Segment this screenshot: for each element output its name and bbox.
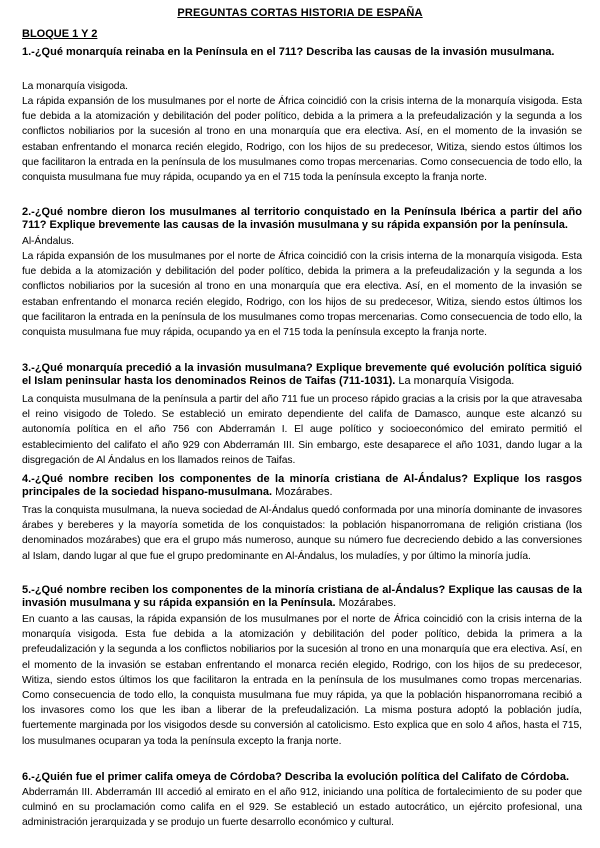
short-answer-6: Abderramán III. bbox=[22, 787, 93, 798]
short-answer-5: Mozárabes. bbox=[338, 597, 397, 609]
section-heading: BLOQUE 1 Y 2 bbox=[22, 28, 98, 40]
question-3 bbox=[22, 362, 582, 388]
question-2: 2.-¿Qué nombre dieron los musulmanes al territorio conquistado en la Península Ibérica a partir del año 711? Explique brevemente las causas de la invasión musulmana y su rápida expansión por la península. bbox=[22, 206, 582, 231]
question-3-text: 3.-¿Qué monarquía precedió a la invasión musulmana? Explique brevemente qué evolución política siguió el Islam peninsular hasta los denominados Reinos de Taifas (711-1031). bbox=[22, 362, 582, 387]
question-6: 6.-¿Quién fue el primer califa omeya de Córdoba? Describa la evolución política del Califato de Córdoba. bbox=[22, 771, 570, 783]
question-4-text: 4.-¿Qué nombre reciben los componentes de la minoría cristiana de Al-Ándalus? Explique los rasgos principales de la sociedad hispano-musulmana. bbox=[22, 473, 582, 498]
answer-5: En cuanto a las causas, la rápida expansión de los musulmanes por el norte de África coincidió con la crisis interna de la monarquía visigoda. Esta fue debida a la atomización y debilitación del poder político, debida la primera a la prefeudalización y la segunda a los conflictos nobiliarios por la sucesión al trono en una monarquía que era electiva. Así, en el momento de la invasión se estaban enfrentando el monarca recién elegido, Rodrigo, con los hijos de su predecesor, Witiza, siendo estos últimos los que facilitaron la entrada en la península de los musulmanes como tropas mercenarias. Como consecuencia de todo ello, la conquista musulmana fue muy rápida, ya que la población hispanorromana recibió a los invasores como los que les iban a liberar de la prefeudalización. La misma postura adoptó la población judía, fuertemente marginada por los visigodos desde su conversión al catolicismo. Esto explica que en solo 4 años, hasta el 715, los musulmanes ocuparan ya toda la península excepto la franja norte. bbox=[22, 614, 582, 747]
question-5 bbox=[22, 584, 582, 610]
question-5-text: 5.-¿Qué nombre reciben los componentes de la minoría cristiana de al-Ándalus? Explique las causas de la invasión musulmana y su rápida expansión en la Península. bbox=[22, 584, 582, 609]
answer-2: La rápida expansión de los musulmanes por el norte de África coincidió con la crisis interna de la monarquía visigoda. Esta fue debida a la atomización y debilitación del poder político, debida la primera a la prefeudalización y la segunda a los conflictos nobiliarios por la sucesión al trono en una monarquía que era electiva. Así, en el momento de la invasión se estaban enfrentando el monarca recién elegido, Rodrigo, con los hijos de su predecesor, Witiza, siendo estos últimos los que facilitaron la entrada en la península de los musulmanes como tropas mercenarias. Como consecuencia de todo ello, la conquista musulmana fue muy rápida, ocupando ya en el 715 toda la península excepto la franja norte. bbox=[22, 251, 582, 339]
question-1: 1.-¿Qué monarquía reinaba en la Península en el 711? Describa las causas de la invasión musulmana. bbox=[22, 46, 555, 58]
answer-3: La conquista musulmana de la península a partir del año 711 fue un proceso rápido gracias a la crisis por la que atravesaba el reino visigodo de Toledo. Se estableció un emirato dependiente del califa de Damasco, aunque este alcanzó su autonomía política en el año 756 con Abderramán I. El auge político y socioeconómico del emirato permitió el establecimiento del califato el año 929 con Abderramán III. Sin embargo, este desaparece el año 1031, dando lugar a la disgregación de Al Ándalus en los llamados reinos de Taifas. bbox=[22, 394, 582, 466]
document-title: PREGUNTAS CORTAS HISTORIA DE ESPAÑA bbox=[177, 7, 423, 19]
short-answer-3: La monarquía Visigoda. bbox=[398, 375, 515, 387]
short-answer-4: Mozárabes. bbox=[275, 486, 333, 498]
short-answer-2: Al-Ándalus. bbox=[22, 236, 75, 247]
answer-4: Tras la conquista musulmana, la nueva sociedad de Al-Ándalus quedó conformada por una minoría dominante de invasores árabes y bereberes y la mayoría sometida de los conquistados: la población hispanorromana de religión cristiana (los denominados mozárabes) que era el grupo más numeroso, aunque su número fue decreciendo debido a las conversiones al Islam, dando lugar al que fue el grupo predominante en Al-Ándalus, los muladíes, y por último la minoría judía. bbox=[22, 505, 582, 562]
answer-6-text: Abderramán III accedió al emirato en el año 912, iniciando una política de fortalecimiento de su poder que culminó en su proclamación como califa en el 929. Se estableció un estado autocrático, un ejército profesional, una administración jerarquizada y se produjo un fuerte desarrollo económico y cultural. bbox=[22, 787, 582, 829]
answer-1: La rápida expansión de los musulmanes por el norte de África coincidió con la crisis interna de la monarquía visigoda. Esta fue debida a la atomización y debilitación del poder político, debida a la primera a la prefeudalización y la segunda a los conflictos nobiliarios por la sucesión al trono en una monarquía que era electiva. Así, en el momento de la invasión se estaban enfrentando el monarca recién elegido, Rodrigo, con los hijos de su predecesor, Witiza, siendo estos últimos los que facilitaron la entrada en la península de los musulmanes como tropas mercenarias. Como consecuencia de todo ello, la conquista musulmana fue muy rápida, ocupando ya en el 715 toda la península excepto la franja norte. bbox=[22, 96, 582, 184]
answer-6 bbox=[22, 785, 582, 831]
short-answer-1: La monarquía visigoda. bbox=[22, 81, 128, 92]
question-4 bbox=[22, 473, 582, 499]
